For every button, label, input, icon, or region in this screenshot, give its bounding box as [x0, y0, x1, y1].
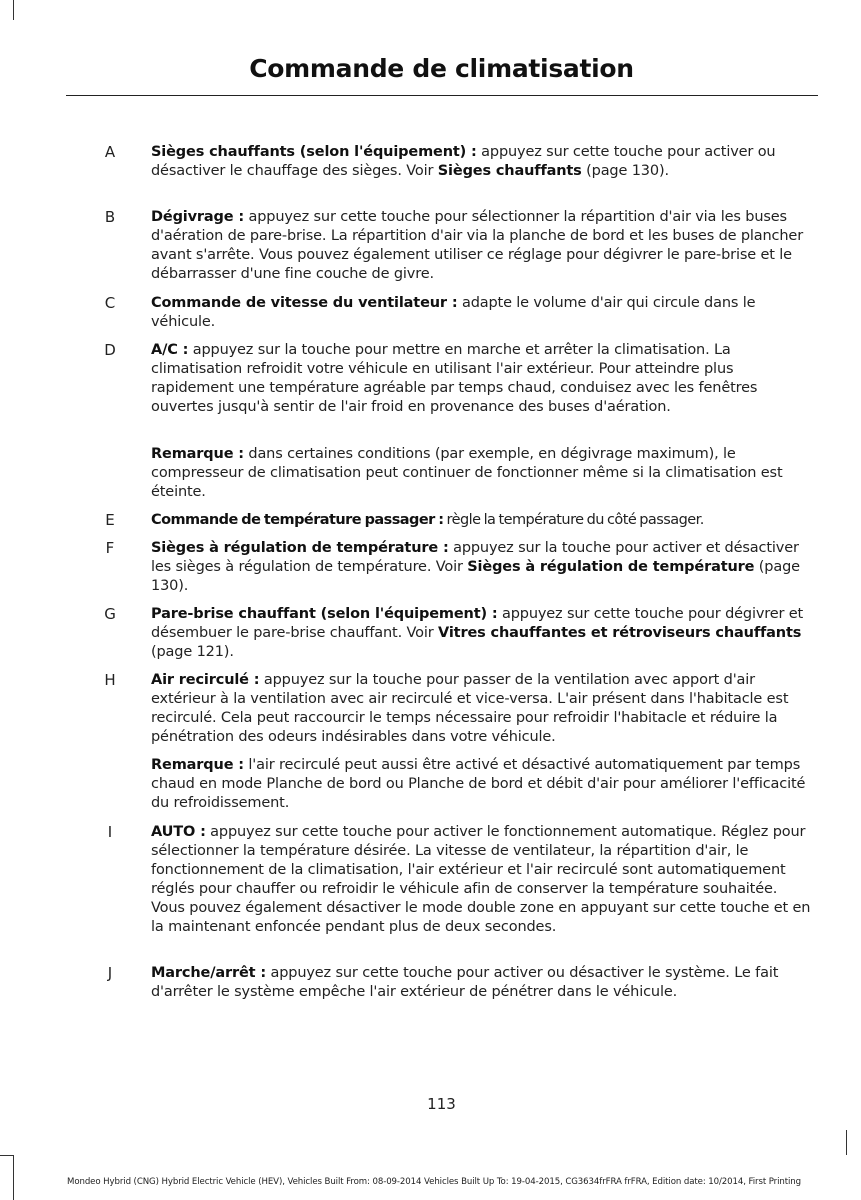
entry-letter: I — [107, 823, 113, 841]
entry-term: Dégivrage : — [151, 209, 245, 225]
entry-description: adapte le volume d'air qui circule dans le véhicule. — [151, 295, 756, 330]
entry-letter: C — [104, 294, 116, 312]
entry-term: Sièges chauffants (selon l'équipement) : — [151, 144, 477, 160]
entry-text — [151, 539, 811, 596]
page-title: Commande de climatisation — [249, 54, 634, 83]
entry-text — [151, 143, 811, 181]
entry-note — [151, 445, 811, 502]
entry-term: Commande de vitesse du ventilateur : — [151, 295, 458, 311]
page-reference: (page 130). — [581, 163, 669, 179]
entry-letter: G — [104, 605, 116, 623]
note-label: Remarque : — [151, 757, 244, 773]
entry-term: AUTO : — [151, 824, 206, 840]
entry-text — [151, 964, 811, 1002]
cross-reference: Vitres chauffantes et rétroviseurs chauffants — [438, 625, 802, 641]
entry-description: appuyez sur cette touche pour sélectionner la répartition d'air via les buses d'aération de pare-brise. La répartition d'air via la planche de bord et les buses de plancher avant s'arrête. Vous pouvez également utiliser ce réglage pour dégivrer le pare-brise et le débarrasser d'une fine couche de givre. — [151, 209, 804, 282]
note-text: dans certaines conditions (par exemple, en dégivrage maximum), le compresseur de climatisation peut continuer de fonctionner même si la climatisation est éteinte. — [151, 446, 783, 500]
entry-term: Pare-brise chauffant (selon l'équipement) : — [151, 606, 498, 622]
entry-description: appuyez sur cette touche pour activer le fonctionnement automatique. Réglez pour sélectionner la température désirée. La vitesse de ventilateur, la répartition d'air, le fonctionnement de la climatisation, l'air extérieur et l'air recirculé sont automatiquement réglés pour chauffer ou refroidir le véhicule afin de conserver la température souhaitée. Vous pouvez également désactiver le mode double zone en appuyant sur cette touche et en la maintenant enfoncée pendant plus de deux secondes. — [151, 824, 811, 935]
entry-term: Commande de température passager : — [151, 512, 444, 528]
crop-mark-bottom-left-h — [0, 1155, 13, 1156]
entry-text — [151, 341, 811, 417]
page-reference: (page 121). — [151, 644, 234, 660]
entry-text — [151, 511, 811, 530]
entry-description: appuyez sur la touche pour activer et désactiver les sièges à régulation de température. Voir — [151, 540, 799, 575]
entry-text — [151, 294, 811, 332]
entry-letter: E — [105, 511, 115, 529]
cross-reference: Sièges à régulation de température — [467, 559, 755, 575]
entry-description: appuyez sur cette touche pour activer ou désactiver le chauffage des sièges. Voir — [151, 144, 776, 179]
entry-text — [151, 605, 811, 662]
entry-description: appuyez sur cette touche pour dégivrer et désembuer le pare-brise chauffant. Voir — [151, 606, 804, 641]
entry-text — [151, 208, 811, 284]
entry-text — [151, 671, 811, 747]
entry-letter: F — [105, 539, 115, 557]
crop-mark-right — [846, 1130, 847, 1155]
entry-text — [151, 823, 811, 937]
title-divider — [66, 95, 818, 96]
entry-description: appuyez sur la touche pour mettre en marche et arrêter la climatisation. La climatisation refroidit votre véhicule en utilisant l'air extérieur. Pour atteindre plus rapidement une température agréable par temps chaud, conduisez avec les fenêtres ouvertes jusqu'à sentir de l'air froid en provenance des buses d'aération. — [151, 342, 758, 415]
page-reference: (page 130). — [151, 559, 800, 594]
entry-letter: B — [104, 208, 116, 226]
entry-letter: D — [104, 341, 116, 359]
crop-mark-top-left — [13, 0, 14, 20]
entry-description: règle la température du côté passager. — [443, 512, 704, 528]
entry-letter: J — [107, 964, 113, 982]
page-number: 113 — [427, 1095, 456, 1113]
entry-term: Air recirculé : — [151, 672, 260, 688]
note-label: Remarque : — [151, 446, 244, 462]
entry-letter: A — [104, 143, 116, 161]
entry-term: Sièges à régulation de température : — [151, 540, 449, 556]
entry-description: appuyez sur la touche pour passer de la ventilation avec apport d'air extérieur à la ventilation avec air recirculé et vice-versa. L'air présent dans l'habitacle est recirculé. Cela peut raccourcir le temps nécessaire pour refroidir l'habitacle et réduire la pénétration des odeurs indésirables dans votre véhicule. — [151, 672, 789, 745]
note-text: l'air recirculé peut aussi être activé et désactivé automatiquement par temps chaud en mode Planche de bord ou Planche de bord et débit d'air pour améliorer l'efficacité du refroidissement. — [151, 757, 806, 811]
entry-term: Marche/arrêt : — [151, 965, 267, 981]
cross-reference: Sièges chauffants — [437, 163, 582, 179]
entry-letter: H — [104, 671, 116, 689]
entry-term: A/C : — [151, 342, 189, 358]
entry-description: appuyez sur cette touche pour activer ou désactiver le système. Le fait d'arrêter le système empêche l'air extérieur de pénétrer dans le véhicule. — [151, 965, 779, 1000]
entry-note — [151, 756, 811, 813]
page-footer: Mondeo Hybrid (CNG) Hybrid Electric Vehicle (HEV), Vehicles Built From: 08-09-2014 Vehicles Built Up To: 19-04-2015, CG3634frFRA frFRA, Edition date: 10/2014, First Printing — [67, 1177, 801, 1187]
